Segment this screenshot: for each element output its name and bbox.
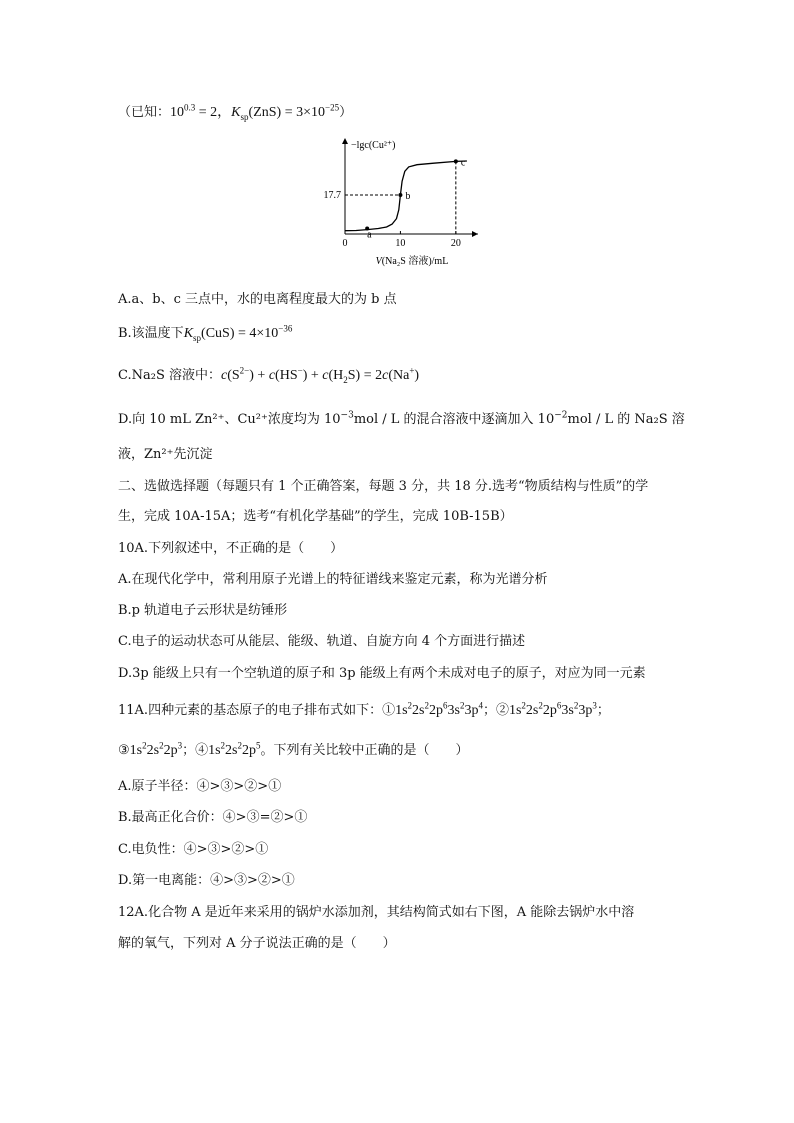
y-axis-label: −lgc(Cu²⁺) [351, 140, 396, 151]
x-axis-label: V(Na₂S 溶液)/mL [375, 256, 449, 267]
q10-option-d: D.3p 能级上只有一个空轨道的原子和 3p 能级上有两个未成对电子的原子，对应为同一元素 [118, 666, 646, 681]
q10-option-a: A.在现代化学中，常利用原子光谱上的特征谱线来鉴定元素，称为光谱分析 [118, 572, 548, 587]
x-tick-label-10: 10 [395, 238, 406, 249]
option-q9-c: C.Na₂S 溶液中：$c(S^{2-}) + c(HS^-) + c(H_2S) = 2c(Na^+)$ [118, 365, 420, 385]
q10-option-c: C.电子的运动状态可从能层、能级、轨道、自旋方向 4 个方面进行描述 [118, 634, 526, 649]
q12-stem-line1: 12A.化合物 A 是近年来采用的锅炉水添加剂，其结构简式如右下图，A 能除去锅炉水中溶 [118, 905, 635, 920]
q11-option-d: D.第一电离能：④>③>②>① [118, 873, 295, 888]
point-label-c: c [460, 157, 466, 169]
x-tick-label-0: 0 [342, 238, 348, 249]
known-values: （已知：$10^{0.3} = 2$，$K_{sp}(ZnS) = 3\times 10^{-25}$） [118, 102, 353, 122]
q11-option-c: C.电负性：④>③>②>① [118, 842, 269, 857]
y-tick-label: 17.7 [323, 190, 341, 202]
x-tick-label-20: 20 [450, 238, 461, 249]
q10-stem: 10A.下列叙述中，不正确的是（ ） [118, 541, 344, 556]
section2-line2: 生，完成 10A-15A；选考“有机化学基础”的学生，完成 10B-15B） [118, 509, 513, 524]
option-q9-b: B.该温度下$K_{sp}(CuS) = 4\times 10^{-36}$ [118, 323, 293, 343]
point-label-a: a [367, 229, 372, 241]
q11-option-a: A.原子半径：④>③>②>① [118, 779, 282, 794]
q11-stem-line1: 11A.四种元素的基态原子的电子排布式如下：$①1s^22s^22p^63s^23p^4$；$②1s^22s^22p^63s^23p^3$； [118, 700, 610, 718]
section2-line1: 二、选做选择题（每题只有 1 个正确答案，每题 3 分，共 18 分.选考“物质结构与性质”的学 [118, 479, 649, 494]
q11-option-b: B.最高正化合价：④>③=②>① [118, 810, 308, 825]
option-q9-a: A.a、b、c 三点中，水的电离程度最大的为 b 点 [118, 292, 397, 307]
option-q9-d-line2: 液，Zn²⁺先沉淀 [118, 447, 213, 462]
q10-option-b: B.p 轨道电子云形状是纺锤形 [118, 603, 288, 618]
point-b [398, 193, 402, 197]
titration-curve-chart [300, 134, 500, 284]
point-label-b: b [405, 191, 411, 203]
q12-stem-line2: 解的氧气，下列对 A 分子说法正确的是（ ） [118, 936, 396, 951]
x-axis-arrow [472, 231, 478, 237]
option-q9-d-line1: D.向 10 mL Zn²⁺、Cu²⁺浓度均为 $10^{-3}mol$ / L 的混合溶液中逐滴加入 $10^{-2}mol$ / L 的 Na₂S 溶 [118, 410, 685, 427]
point-c [454, 159, 458, 163]
y-axis-arrow [342, 138, 348, 144]
q11-stem-line2: $③1s^22s^22p^3$；$④1s^22s^22p^5$。下列有关比较中正确的是（ ） [118, 740, 469, 758]
